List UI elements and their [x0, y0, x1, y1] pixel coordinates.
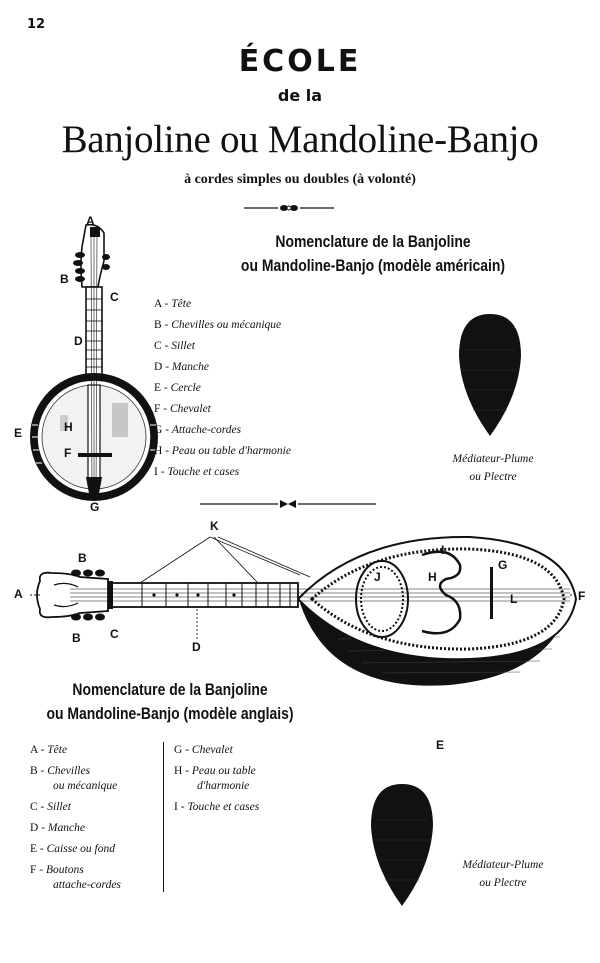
- legend-dash: -: [37, 744, 48, 756]
- english-label-g: G: [498, 558, 508, 572]
- legend-term: Manche: [47, 822, 85, 834]
- page-number: 12: [27, 17, 46, 32]
- legend-term: Attache-cordes: [171, 424, 242, 436]
- english-heading-line1: Nomenclature de la Banjoline: [72, 680, 268, 699]
- english-label-c: C: [110, 627, 119, 641]
- legend-dash: -: [182, 765, 192, 777]
- legend-letter: B: [154, 319, 162, 331]
- legend-term-continued: d'harmonie: [197, 780, 250, 792]
- legend-letter: A: [30, 744, 38, 756]
- english-label-d: D: [192, 640, 201, 654]
- legend-dash: -: [37, 801, 48, 813]
- american-label-a: A: [86, 214, 95, 228]
- legend-term: Sillet: [171, 340, 195, 352]
- legend-item: [174, 765, 324, 780]
- legend-item: [30, 765, 170, 780]
- legend-dash: -: [161, 298, 172, 310]
- legend-dash: -: [182, 744, 192, 756]
- ornament-divider-middle: [200, 498, 376, 510]
- legend-term: Manche: [171, 361, 209, 373]
- legend-term-continued: attache-cordes: [53, 879, 121, 891]
- legend-letter: C: [30, 801, 38, 813]
- legend-term: Chevalet: [170, 403, 211, 415]
- legend-dash: -: [37, 843, 47, 855]
- legend-letter: G: [154, 424, 163, 436]
- legend-dash: -: [37, 765, 48, 777]
- american-caption-line1: Médiateur-Plume: [452, 453, 534, 465]
- legend-letter: C: [154, 340, 162, 352]
- legend-letter: F: [30, 864, 37, 876]
- legend-term: Peau ou table: [191, 765, 256, 777]
- legend-term: Boutons: [46, 864, 84, 876]
- english-label-b-top: B: [78, 551, 87, 565]
- legend-dash: -: [177, 801, 188, 813]
- american-label-b: B: [60, 272, 69, 286]
- legend-item: [174, 801, 324, 822]
- subtitle: à cordes simples ou doubles (à volonté): [184, 172, 416, 187]
- american-label-g: G: [90, 500, 100, 514]
- legend-letter: E: [154, 382, 162, 394]
- american-label-d: D: [74, 334, 83, 348]
- english-legend-right: [174, 744, 324, 822]
- english-heading-line2: ou Mandoline-Banjo (modèle anglais): [46, 704, 294, 723]
- legend-item: [154, 424, 354, 445]
- english-label-l: L: [510, 592, 518, 606]
- legend-term: Chevalet: [191, 744, 233, 756]
- legend-item-continued: [30, 879, 170, 900]
- english-caption-line2: ou Plectre: [479, 877, 527, 889]
- american-label-c: C: [110, 290, 119, 304]
- american-legend: [154, 298, 354, 487]
- english-caption-line1: Médiateur-Plume: [462, 859, 544, 871]
- english-label-k: K: [210, 519, 219, 533]
- legend-letter: H: [154, 445, 163, 457]
- english-label-e: E: [436, 738, 445, 752]
- english-label-j: J: [374, 570, 381, 584]
- title-de-la: de la: [277, 86, 323, 105]
- legend-dash: -: [157, 466, 168, 478]
- legend-letter: D: [30, 822, 39, 834]
- legend-dash: -: [36, 864, 46, 876]
- ornament-divider-top: [244, 202, 334, 214]
- legend-item: [154, 382, 354, 403]
- american-plectrum-caption: [430, 450, 556, 486]
- title-ecole: ÉCOLE: [238, 44, 362, 79]
- english-heading: [39, 678, 301, 726]
- legend-letter: E: [30, 843, 38, 855]
- legend-term: Tête: [47, 744, 68, 756]
- english-legend-left: [30, 744, 170, 900]
- legend-item: [154, 403, 354, 424]
- legend-term-continued: ou mécanique: [53, 780, 118, 792]
- american-heading: [190, 230, 556, 278]
- legend-item: [30, 744, 170, 765]
- main-title: Banjoline ou Mandoline-Banjo: [61, 118, 539, 161]
- english-plectrum: [368, 780, 436, 910]
- legend-dash: -: [162, 361, 172, 373]
- american-heading-line2: ou Mandoline-Banjo (modèle américain): [240, 256, 506, 275]
- legend-dash: -: [162, 445, 172, 457]
- legend-letter: G: [174, 744, 183, 756]
- legend-dash: -: [161, 382, 171, 394]
- american-label-e: E: [14, 426, 23, 440]
- legend-item-continued: [174, 780, 324, 801]
- american-plectrum: [455, 310, 525, 440]
- american-caption-line2: ou Plectre: [469, 471, 517, 483]
- english-label-i: I: [441, 543, 445, 557]
- legend-item: [154, 361, 354, 382]
- english-label-b-bottom: B: [72, 631, 81, 645]
- legend-item: [154, 466, 354, 487]
- legend-item-continued: [30, 780, 170, 801]
- legend-term: Caisse ou fond: [46, 843, 115, 855]
- legend-term: Sillet: [47, 801, 71, 813]
- legend-letter: H: [174, 765, 183, 777]
- legend-term: Tête: [171, 298, 192, 310]
- legend-dash: -: [160, 403, 170, 415]
- american-heading-line1: Nomenclature de la Banjoline: [275, 232, 471, 251]
- american-label-f: F: [64, 446, 72, 460]
- legend-item: [30, 843, 170, 864]
- legend-letter: A: [154, 298, 162, 310]
- legend-letter: B: [30, 765, 38, 777]
- legend-term: Touche et cases: [167, 466, 240, 478]
- legend-term: Peau ou table d'harmonie: [171, 445, 291, 457]
- legend-item: [154, 319, 354, 340]
- english-label-f: F: [578, 589, 586, 603]
- english-label-h: H: [428, 570, 437, 584]
- legend-dash: -: [38, 822, 48, 834]
- legend-term: Chevilles: [47, 765, 91, 777]
- legend-dash: -: [161, 340, 172, 352]
- legend-item: [30, 864, 170, 879]
- legend-dash: -: [162, 424, 172, 436]
- legend-item: [154, 298, 354, 319]
- english-label-a: A: [14, 587, 23, 601]
- english-plectrum-caption: [440, 856, 566, 892]
- legend-item: [154, 340, 354, 361]
- american-label-h: H: [64, 420, 73, 434]
- legend-item: [174, 744, 324, 765]
- legend-item: [30, 801, 170, 822]
- legend-column-divider: [163, 742, 164, 892]
- legend-letter: I: [154, 466, 158, 478]
- legend-item: [154, 445, 354, 466]
- legend-dash: -: [161, 319, 172, 331]
- legend-term: Touche et cases: [187, 801, 260, 813]
- legend-term: Cercle: [170, 382, 201, 394]
- english-banjo-diagram: [30, 515, 580, 690]
- legend-letter: F: [154, 403, 161, 415]
- legend-item: [30, 822, 170, 843]
- legend-term: Chevilles ou mécanique: [171, 319, 282, 331]
- legend-letter: D: [154, 361, 163, 373]
- american-banjo-diagram: [20, 215, 150, 515]
- legend-letter: I: [174, 801, 178, 813]
